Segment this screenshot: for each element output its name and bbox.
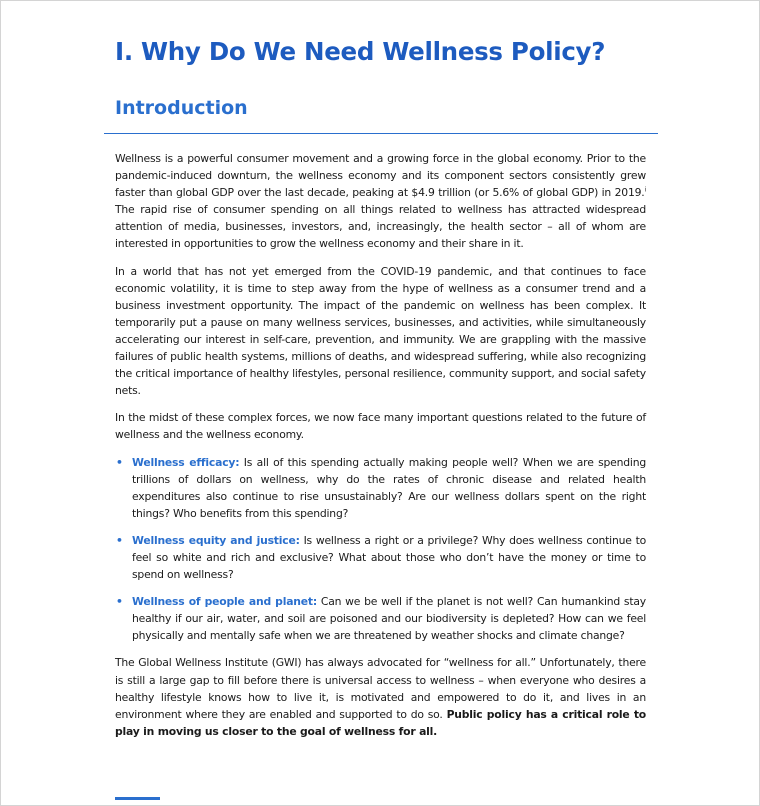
list-item-text: Can we be well if the planet is not well? Can humankind stay healthy if our air, water, and soil are poisoned and our biodiversity is depleted? How can we feel physically and mentally safe when we are threatened by weather shocks and climate change? <box>132 595 646 643</box>
paragraph-2: In a world that has not yet emerged from the COVID-19 pandemic, and that continues to face economic volatility, it is time to step away from the hype of wellness as a consumer trend and a business investment opportunity. The impact of the pandemic on wellness has been complex. It temporarily put a pause on many wellness services, businesses, and activities, while simultaneously accelerating our interest in self-care, prevention, and immunity. We are grappling with the massive failures of public health systems, millions of deaths, and widespread suffering, while also recognizing the critical importance of healthy lifestyles, personal resilience, community support, and social safety nets. <box>115 264 646 398</box>
list-item-text: Is wellness a right or a privilege? Why does wellness continue to feel so white and rich and exclusive? What about those who don’t have the money or time to spend on wellness? <box>132 533 647 582</box>
page-title: I. Why Do We Need Wellness Policy? <box>115 37 606 66</box>
section-heading: Introduction <box>115 97 248 119</box>
bullet-icon: • <box>116 595 123 609</box>
paragraph-1-text-cont: The rapid rise of consumer spending on all things related to wellness has attracted widespread attention of media, businesses, investors, and, increasingly, the health sector – all of whom are interested in opportunities to grow the wellness economy and their share in it. <box>115 203 646 251</box>
list-item <box>115 593 646 644</box>
list-item <box>115 454 646 522</box>
list-item-term: Wellness equity and justice: <box>132 533 300 547</box>
paragraph-4-emphasis: Public policy has a critical role to play in moving us closer to the goal of wellness for all. <box>115 707 646 738</box>
list-item-term: Wellness of people and planet: <box>132 595 317 609</box>
body-text <box>115 150 646 750</box>
footnote-marker: i <box>644 186 646 194</box>
list-item-term: Wellness efficacy: <box>132 455 240 469</box>
paragraph-1 <box>115 150 646 253</box>
question-list <box>115 454 646 645</box>
paragraph-1-text: Wellness is a powerful consumer movement and a growing force in the global economy. Prior to the pandemic-induced downturn, the wellness economy and its component sectors consistently grew faster than global GDP over the last decade, peaking at $4.9 trillion (or 5.6% of global GDP) in 2019. <box>115 152 646 200</box>
footer-accent-bar <box>115 797 160 800</box>
section-divider <box>104 133 658 134</box>
paragraph-3: In the midst of these complex forces, we now face many important questions related to the future of wellness and the wellness economy. <box>115 411 646 442</box>
list-item-text: Is all of this spending actually making people well? When we are spending trillions of dollars on wellness, why do the rates of chronic disease and related health expenditures also continue to rise unsustainably? Are our wellness dollars spent on the right things? Who benefits from this spending? <box>132 455 646 520</box>
bullet-icon: • <box>116 455 123 469</box>
paragraph-4-text: The Global Wellness Institute (GWI) has always advocated for “wellness for all.” Unfortunately, there is still a large gap to fill before there is universal access to wellness – when everyone who desires a healthy lifestyle knows how to live it, is motivated and empowered to do it, and lives in an environment where they are enabled and supported to do so. <box>115 656 646 721</box>
paragraph-4 <box>115 654 646 739</box>
bullet-icon: • <box>116 533 123 547</box>
list-item <box>115 532 646 583</box>
